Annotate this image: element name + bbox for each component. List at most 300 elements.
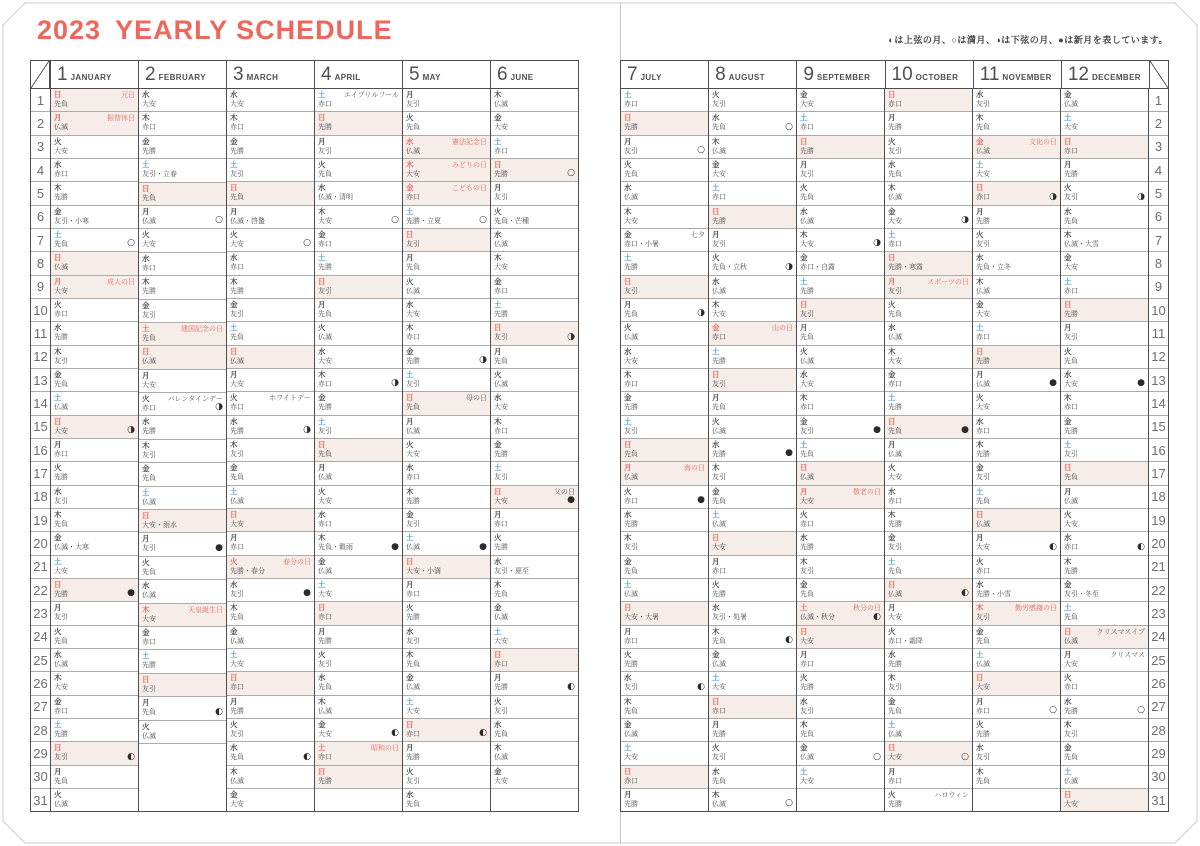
day-cell-top-line bbox=[1064, 743, 1145, 753]
day-cell bbox=[1061, 159, 1148, 182]
day-cell bbox=[1061, 766, 1148, 789]
day-cell-top-line bbox=[976, 603, 1057, 613]
day-cell bbox=[491, 252, 578, 275]
weekday-label: 水 bbox=[142, 581, 150, 591]
weekday-label: 水 bbox=[142, 253, 150, 263]
rokuyo-label: 大安・雨水 bbox=[142, 522, 177, 530]
weekday-label: 土 bbox=[800, 439, 808, 449]
day-cell-top-line bbox=[142, 511, 223, 521]
day-cell bbox=[797, 159, 884, 182]
day-cell-top-line bbox=[406, 183, 487, 193]
rokuyo-label: 大安 bbox=[800, 637, 814, 645]
rokuyo-label: 赤口 bbox=[230, 544, 244, 552]
day-cell-top-line bbox=[712, 370, 793, 380]
rokuyo-label: 大安 bbox=[142, 241, 156, 249]
weekday-label: 木 bbox=[624, 369, 632, 379]
day-cell bbox=[315, 766, 402, 789]
day-cell-top-line bbox=[406, 463, 487, 473]
day-cell-top-line bbox=[142, 160, 223, 170]
day-cell bbox=[51, 719, 138, 742]
day-cell-top-line bbox=[800, 673, 881, 683]
day-number-column bbox=[31, 89, 51, 811]
rokuyo-label: 先負 bbox=[624, 170, 638, 178]
day-cell bbox=[709, 346, 796, 369]
rokuyo-label: 先負 bbox=[494, 730, 508, 738]
moon-phase-icon: ◑ bbox=[303, 424, 311, 435]
day-cell-top-line bbox=[142, 301, 223, 311]
rokuyo-label: 赤口 bbox=[494, 660, 508, 668]
day-number: 4 bbox=[1149, 159, 1168, 182]
day-cell-top-line bbox=[800, 393, 881, 403]
weekday-label: 土 bbox=[142, 323, 150, 333]
day-cell bbox=[491, 579, 578, 602]
day-cell bbox=[973, 89, 1060, 112]
day-cell-top-line bbox=[976, 487, 1057, 497]
day-cell-top-line bbox=[1064, 253, 1145, 263]
rokuyo-label: 大安 bbox=[976, 544, 990, 552]
month-column bbox=[226, 89, 314, 811]
weekday-label: 木 bbox=[976, 766, 984, 776]
weekday-label: 水 bbox=[888, 649, 896, 659]
weekday-label: 月 bbox=[624, 463, 632, 473]
weekday-label: 水 bbox=[406, 299, 414, 309]
day-cell-top-line bbox=[712, 743, 793, 753]
day-cell bbox=[491, 416, 578, 439]
weekday-label: 火 bbox=[1064, 509, 1072, 519]
weekday-label: 火 bbox=[888, 626, 896, 636]
day-cell bbox=[621, 299, 708, 322]
day-cell-top-line bbox=[230, 90, 311, 100]
holiday-label: 春分の日 bbox=[283, 558, 311, 566]
weekday-label: 土 bbox=[888, 229, 896, 239]
day-cell bbox=[403, 229, 490, 252]
rokuyo-label: 先勝 bbox=[976, 357, 990, 365]
holiday-label: 天皇誕生日 bbox=[188, 606, 223, 614]
day-cell-top-line bbox=[624, 160, 705, 170]
day-cell-top-line bbox=[1064, 673, 1145, 683]
weekday-label: 金 bbox=[54, 206, 62, 216]
rokuyo-label: 先負 bbox=[1064, 217, 1078, 225]
day-cell-top-line bbox=[712, 510, 793, 520]
month-name: JUNE bbox=[510, 72, 534, 82]
day-cell bbox=[797, 462, 884, 485]
weekday-label: 火 bbox=[800, 509, 808, 519]
weekday-label: 金 bbox=[624, 719, 632, 729]
day-cell bbox=[621, 602, 708, 625]
day-cell-top-line bbox=[494, 487, 575, 497]
weekday-label: 木 bbox=[1064, 556, 1072, 566]
weekday-label: 金 bbox=[54, 533, 62, 543]
day-cell bbox=[621, 439, 708, 462]
day-cell bbox=[491, 136, 578, 159]
day-cell-top-line bbox=[624, 743, 705, 753]
rokuyo-label: 赤口 bbox=[888, 101, 902, 108]
day-cell bbox=[973, 416, 1060, 439]
weekday-label: 水 bbox=[230, 743, 238, 753]
weekday-label: 木 bbox=[888, 346, 896, 356]
moon-phase-icon: ○ bbox=[873, 751, 881, 762]
weekday-label: 木 bbox=[888, 673, 896, 683]
rokuyo-label: 友引 bbox=[54, 357, 68, 365]
rokuyo-label: 赤口・霜降 bbox=[888, 637, 923, 645]
day-cell-top-line bbox=[888, 510, 969, 520]
weekday-label: 金 bbox=[976, 463, 984, 473]
day-cell-top-line bbox=[976, 393, 1057, 403]
day-cell-top-line bbox=[800, 207, 881, 217]
day-cell bbox=[973, 766, 1060, 789]
rokuyo-label: 大安 bbox=[230, 101, 244, 108]
day-cell-top-line bbox=[406, 627, 487, 637]
day-cell bbox=[315, 672, 402, 695]
rokuyo-label: 先勝 bbox=[318, 264, 332, 272]
day-cell-top-line bbox=[318, 253, 399, 263]
day-cell-top-line bbox=[800, 230, 881, 240]
weekday-label: 日 bbox=[318, 766, 326, 776]
rokuyo-label: 友引・冬至 bbox=[1064, 590, 1099, 598]
month-name: JANUARY bbox=[70, 72, 112, 82]
rokuyo-label: 先負 bbox=[888, 170, 902, 178]
rokuyo-label: 仏滅 bbox=[976, 147, 990, 155]
moon-phase-icon: ◑ bbox=[873, 238, 881, 249]
day-cell-top-line bbox=[142, 675, 223, 685]
rokuyo-label: 友引 bbox=[1064, 450, 1078, 458]
day-cell-top-line bbox=[624, 393, 705, 403]
day-cell-top-line bbox=[318, 697, 399, 707]
day-cell bbox=[491, 206, 578, 229]
weekday-label: 水 bbox=[712, 276, 720, 286]
month-header bbox=[314, 61, 402, 88]
day-cell bbox=[621, 742, 708, 765]
day-cell-top-line bbox=[800, 603, 881, 613]
weekday-label: 土 bbox=[230, 649, 238, 659]
rokuyo-label: 先勝 bbox=[888, 124, 902, 132]
weekday-label: 金 bbox=[494, 113, 502, 123]
rokuyo-label: 先負 bbox=[888, 427, 902, 435]
weekday-label: 火 bbox=[494, 206, 502, 216]
weekday-label: 土 bbox=[318, 253, 326, 263]
day-cell-top-line bbox=[888, 440, 969, 450]
day-cell-top-line bbox=[494, 323, 575, 333]
month-header bbox=[708, 61, 796, 88]
day-cell-top-line bbox=[1064, 627, 1145, 637]
weekday-label: 木 bbox=[800, 393, 808, 403]
day-cell-top-line bbox=[712, 580, 793, 590]
day-cell bbox=[621, 392, 708, 415]
day-cell bbox=[491, 229, 578, 252]
day-cell bbox=[797, 602, 884, 625]
day-cell bbox=[139, 229, 226, 252]
rokuyo-label: 仏滅 bbox=[712, 800, 726, 808]
day-cell-top-line bbox=[888, 627, 969, 637]
day-cell bbox=[315, 369, 402, 392]
weekday-label: 火 bbox=[318, 159, 326, 169]
day-cell-top-line bbox=[624, 720, 705, 730]
day-cell-top-line bbox=[1064, 580, 1145, 590]
weekday-label: 水 bbox=[624, 183, 632, 193]
weekday-label: 月 bbox=[624, 136, 632, 146]
day-cell bbox=[139, 159, 226, 182]
day-number: 11 bbox=[31, 322, 50, 345]
day-cell bbox=[51, 252, 138, 275]
month-number: 2 bbox=[145, 64, 156, 85]
weekday-label: 土 bbox=[624, 90, 632, 99]
day-cell-top-line bbox=[494, 697, 575, 707]
day-cell-top-line bbox=[888, 90, 969, 100]
day-cell bbox=[139, 112, 226, 135]
rokuyo-label: 仏滅 bbox=[406, 544, 420, 552]
day-cell bbox=[797, 742, 884, 765]
day-number: 5 bbox=[31, 182, 50, 205]
weekday-label: 日 bbox=[976, 183, 984, 193]
holiday-label: 昭和の日 bbox=[371, 745, 399, 753]
day-cell-top-line bbox=[230, 627, 311, 637]
weekday-label: 木 bbox=[230, 113, 238, 123]
day-cell bbox=[797, 766, 884, 789]
day-cell bbox=[227, 649, 314, 672]
day-cell bbox=[491, 112, 578, 135]
moon-phase-icon: ◑ bbox=[1137, 191, 1145, 202]
day-cell bbox=[139, 674, 226, 697]
day-cell bbox=[403, 532, 490, 555]
weekday-label: 日 bbox=[54, 90, 62, 99]
weekday-label: 金 bbox=[1064, 743, 1072, 753]
day-cell bbox=[885, 89, 972, 112]
weekday-label: 日 bbox=[800, 299, 808, 309]
day-cell bbox=[973, 789, 1060, 811]
day-cell-top-line bbox=[318, 207, 399, 217]
rokuyo-label: 先勝 bbox=[888, 800, 902, 808]
rokuyo-label: 赤口 bbox=[406, 194, 420, 202]
day-number: 6 bbox=[31, 206, 50, 229]
rokuyo-label: 先勝 bbox=[976, 217, 990, 225]
day-number: 30 bbox=[31, 766, 50, 789]
day-cell bbox=[403, 299, 490, 322]
weekday-label: 火 bbox=[142, 394, 150, 404]
rokuyo-label: 仏滅 bbox=[406, 287, 420, 295]
weekday-label: 日 bbox=[800, 626, 808, 636]
day-cell-top-line bbox=[494, 650, 575, 660]
weekday-label: 土 bbox=[624, 579, 632, 589]
day-cell bbox=[227, 182, 314, 205]
day-cell-top-line bbox=[976, 90, 1057, 100]
weekday-label: 月 bbox=[976, 206, 984, 216]
day-cell-top-line bbox=[976, 370, 1057, 380]
day-cell bbox=[797, 112, 884, 135]
rokuyo-label: 赤口 bbox=[54, 170, 68, 178]
day-cell bbox=[973, 532, 1060, 555]
day-cell-top-line bbox=[230, 113, 311, 123]
rokuyo-label: 大安 bbox=[800, 497, 814, 505]
rokuyo-label: 赤口 bbox=[624, 380, 638, 388]
weekday-label: 水 bbox=[54, 486, 62, 496]
weekday-label: 火 bbox=[406, 113, 414, 123]
day-cell-top-line bbox=[712, 323, 793, 333]
day-cell bbox=[973, 252, 1060, 275]
day-cell-top-line bbox=[318, 347, 399, 357]
weekday-label: 日 bbox=[54, 253, 62, 263]
day-cell-top-line bbox=[800, 90, 881, 100]
day-cell-top-line bbox=[1064, 207, 1145, 217]
weekday-label: 金 bbox=[54, 369, 62, 379]
day-cell-top-line bbox=[230, 767, 311, 777]
rokuyo-label: 大安 bbox=[1064, 660, 1078, 668]
holiday-label: 文化の日 bbox=[1029, 138, 1057, 146]
weekday-label: 月 bbox=[54, 276, 62, 286]
day-cell-top-line bbox=[976, 720, 1057, 730]
day-cell-top-line bbox=[712, 230, 793, 240]
holiday-label: 成人の日 bbox=[107, 278, 135, 286]
day-cell-top-line bbox=[976, 510, 1057, 520]
weekday-label: 土 bbox=[800, 766, 808, 776]
moon-phase-icon: ● bbox=[697, 494, 705, 505]
rokuyo-label: 先勝 bbox=[494, 450, 508, 458]
day-cell-top-line bbox=[494, 603, 575, 613]
weekday-label: 水 bbox=[712, 113, 720, 123]
month-column bbox=[972, 89, 1060, 811]
rokuyo-label: 大安 bbox=[976, 684, 990, 692]
weekday-label: 火 bbox=[888, 463, 896, 473]
rokuyo-label: 仏滅 bbox=[624, 474, 638, 482]
rokuyo-label: 赤口・小暑 bbox=[624, 240, 659, 248]
rokuyo-label: 大安 bbox=[1064, 800, 1078, 808]
day-number: 29 bbox=[1149, 742, 1168, 765]
rokuyo-label: 友引 bbox=[406, 101, 420, 108]
day-cell-top-line bbox=[494, 207, 575, 217]
weekday-label: 土 bbox=[1064, 276, 1072, 286]
rokuyo-label: 友引 bbox=[54, 614, 68, 622]
day-cell bbox=[709, 626, 796, 649]
day-cell-top-line bbox=[1064, 90, 1145, 100]
day-cell-top-line bbox=[1064, 137, 1145, 147]
rokuyo-label: 先勝 bbox=[712, 730, 726, 738]
weekday-label: 木 bbox=[54, 346, 62, 356]
day-cell-top-line bbox=[888, 323, 969, 333]
day-number: 11 bbox=[1149, 322, 1168, 345]
weekday-label: 月 bbox=[888, 113, 896, 123]
rokuyo-label: 大安 bbox=[976, 170, 990, 178]
month-name: MARCH bbox=[246, 72, 279, 82]
day-cell-top-line bbox=[406, 207, 487, 217]
weekday-label: 土 bbox=[230, 159, 238, 169]
day-cell bbox=[797, 392, 884, 415]
rokuyo-label: 赤口 bbox=[1064, 147, 1078, 155]
day-cell-top-line bbox=[800, 417, 881, 427]
rokuyo-label: 赤口 bbox=[1064, 544, 1078, 552]
day-cell-top-line bbox=[318, 557, 399, 567]
day-cell-top-line bbox=[1064, 230, 1145, 240]
moon-phase-icon: ○ bbox=[697, 144, 705, 155]
day-cell-top-line bbox=[54, 253, 135, 263]
day-cell-top-line bbox=[494, 743, 575, 753]
rokuyo-label: 先勝 bbox=[888, 404, 902, 412]
day-cell-top-line bbox=[800, 440, 881, 450]
day-number: 26 bbox=[31, 672, 50, 695]
day-cell-top-line bbox=[494, 393, 575, 403]
day-cell bbox=[403, 649, 490, 672]
day-cell-top-line bbox=[624, 90, 705, 100]
day-cell bbox=[51, 89, 138, 112]
rokuyo-label: 仏滅・大寒 bbox=[54, 544, 89, 552]
day-cell-top-line bbox=[888, 370, 969, 380]
rokuyo-label: 先勝 bbox=[888, 660, 902, 668]
day-cell-top-line bbox=[712, 417, 793, 427]
rokuyo-label: 赤口 bbox=[1064, 684, 1078, 692]
weekday-label: 水 bbox=[142, 90, 150, 99]
rokuyo-label: 友引 bbox=[230, 170, 244, 178]
day-cell-top-line bbox=[406, 580, 487, 590]
month-name: MAY bbox=[422, 72, 441, 82]
day-cell bbox=[491, 182, 578, 205]
rokuyo-label: 大安 bbox=[54, 684, 68, 692]
rokuyo-label: 仏滅 bbox=[494, 380, 508, 388]
weekday-label: 月 bbox=[318, 136, 326, 146]
rokuyo-label: 友引 bbox=[888, 684, 902, 692]
day-cell-top-line bbox=[624, 277, 705, 287]
day-cell-top-line bbox=[230, 463, 311, 473]
day-number: 28 bbox=[1149, 719, 1168, 742]
day-cell bbox=[139, 766, 226, 788]
rokuyo-label: 仏滅 bbox=[712, 147, 726, 155]
weekday-label: 月 bbox=[624, 299, 632, 309]
rokuyo-label: 赤口 bbox=[54, 310, 68, 318]
month-header bbox=[885, 61, 973, 88]
day-cell bbox=[797, 136, 884, 159]
day-cell-top-line bbox=[142, 207, 223, 217]
month-number: 11 bbox=[979, 64, 1000, 85]
moon-phase-icon: ◑ bbox=[479, 354, 487, 365]
day-cell bbox=[227, 509, 314, 532]
weekday-label: 水 bbox=[494, 229, 502, 239]
weekday-label: 水 bbox=[976, 253, 984, 263]
rokuyo-label: 先勝 bbox=[142, 147, 156, 155]
rokuyo-label: 仏滅 bbox=[406, 147, 420, 155]
day-cell-top-line bbox=[976, 673, 1057, 683]
weekday-label: 金 bbox=[406, 673, 414, 683]
rokuyo-label: 先勝 bbox=[624, 520, 638, 528]
day-cell bbox=[709, 89, 796, 112]
weekday-label: 月 bbox=[888, 439, 896, 449]
day-cell-top-line bbox=[318, 90, 399, 100]
rokuyo-label: 友引 bbox=[318, 660, 332, 668]
day-cell-top-line bbox=[142, 394, 223, 404]
rokuyo-label: 友引 bbox=[712, 240, 726, 248]
rokuyo-label: 大安 bbox=[1064, 124, 1078, 132]
day-number: 5 bbox=[1149, 182, 1168, 205]
rokuyo-label: 先負 bbox=[230, 334, 244, 342]
weekday-label: 日 bbox=[624, 113, 632, 123]
rokuyo-label: 仏滅 bbox=[712, 660, 726, 668]
day-cell-top-line bbox=[888, 207, 969, 217]
rokuyo-label: 仏滅 bbox=[976, 660, 990, 668]
day-cell-top-line bbox=[624, 113, 705, 123]
day-cell-top-line bbox=[800, 697, 881, 707]
day-cell bbox=[709, 719, 796, 742]
weekday-label: 火 bbox=[624, 486, 632, 496]
day-cell bbox=[621, 789, 708, 811]
day-cell-top-line bbox=[800, 253, 881, 263]
weekday-label: 土 bbox=[54, 393, 62, 403]
day-cell-top-line bbox=[888, 533, 969, 543]
rokuyo-label: 大安 bbox=[318, 497, 332, 505]
day-cell-top-line bbox=[712, 557, 793, 567]
weekday-label: 日 bbox=[976, 673, 984, 683]
weekday-label: 金 bbox=[406, 509, 414, 519]
weekday-label: 木 bbox=[800, 229, 808, 239]
day-cell bbox=[315, 509, 402, 532]
rokuyo-label: 先勝 bbox=[1064, 310, 1078, 318]
weekday-label: 日 bbox=[712, 696, 720, 706]
rokuyo-label: 先勝 bbox=[142, 428, 156, 436]
